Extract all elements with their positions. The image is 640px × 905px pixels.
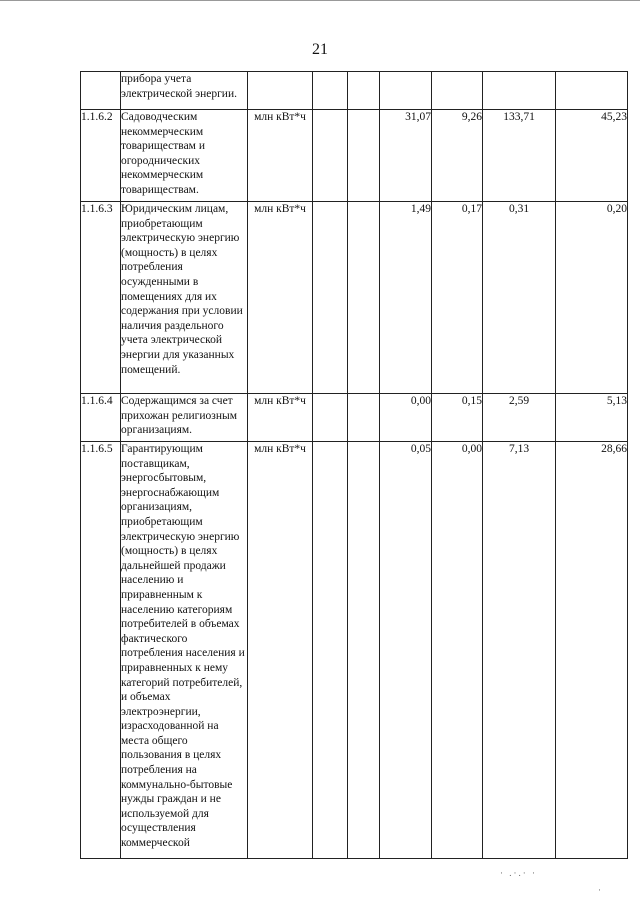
row-value-3: 7,13 [483,442,556,859]
page-number: 21 [312,41,328,58]
row-value-1: 1,49 [380,202,432,394]
page-top-edge [0,0,640,1]
row-value-4: 5,13 [556,394,628,442]
empty-cell [313,394,348,442]
table-row [81,442,628,859]
empty-cell [313,72,348,110]
row-value-3: 0,31 [483,202,556,394]
row-code: 1.1.6.2 [81,110,121,202]
row-value-1 [380,72,432,110]
row-value-3: 2,59 [483,394,556,442]
row-value-2: 0,17 [432,202,483,394]
row-code: 1.1.6.3 [81,202,121,394]
tariff-volume-table [80,71,628,859]
row-name: прибора учета электрической энергии. [121,72,248,110]
empty-cell [313,110,348,202]
table-row [81,202,628,394]
row-value-1: 0,00 [380,394,432,442]
row-value-3: 133,71 [483,110,556,202]
row-unit: млн кВт*ч [248,442,313,859]
scan-speckle: · [598,885,601,895]
table-row [81,110,628,202]
empty-cell [348,394,380,442]
table-row [81,72,628,110]
empty-cell [348,110,380,202]
row-value-2: 0,15 [432,394,483,442]
row-value-1: 31,07 [380,110,432,202]
empty-cell [348,202,380,394]
scan-speckles: · .·.· · [500,868,537,878]
row-value-4: 0,20 [556,202,628,394]
row-unit: млн кВт*ч [248,110,313,202]
row-code: 1.1.6.4 [81,394,121,442]
table-row [81,394,628,442]
row-value-1: 0,05 [380,442,432,859]
row-value-4: 45,23 [556,110,628,202]
empty-cell [348,72,380,110]
row-code: 1.1.6.5 [81,442,121,859]
row-name: Гарантирующим поставщикам, энергосбытовым, энергоснабжающим организациям, приобретающим электрическую энергию (мощность) в целях дальнейшей продажи населению и приравненным к населению категориям потребителей в объемах фактического потребления населения и приравненных к нему категорий потребителей, и объемах электроэнергии, израсходованной на места общего пользования в целях потребления на коммунально-бытовые нужды граждан и не используемой для осуществления коммерческой [121,442,248,859]
row-value-2 [432,72,483,110]
row-code [81,72,121,110]
empty-cell [313,202,348,394]
row-unit [248,72,313,110]
empty-cell [313,442,348,859]
row-value-2: 9,26 [432,110,483,202]
row-value-4 [556,72,628,110]
row-name: Юридическим лицам, приобретающим электрическую энергию (мощность) в целях потребления осужденными в помещениях для их содержания при условии наличия раздельного учета электрической энергии для указанных помещений. [121,202,248,394]
row-value-3 [483,72,556,110]
empty-cell [348,442,380,859]
row-value-4: 28,66 [556,442,628,859]
row-unit: млн кВт*ч [248,394,313,442]
row-name: Садоводческим некоммерческим товариществам и огороднических некоммерческим товариществам. [121,110,248,202]
row-value-2: 0,00 [432,442,483,859]
row-unit: млн кВт*ч [248,202,313,394]
row-name: Содержащимся за счет прихожан религиозным организациям. [121,394,248,442]
